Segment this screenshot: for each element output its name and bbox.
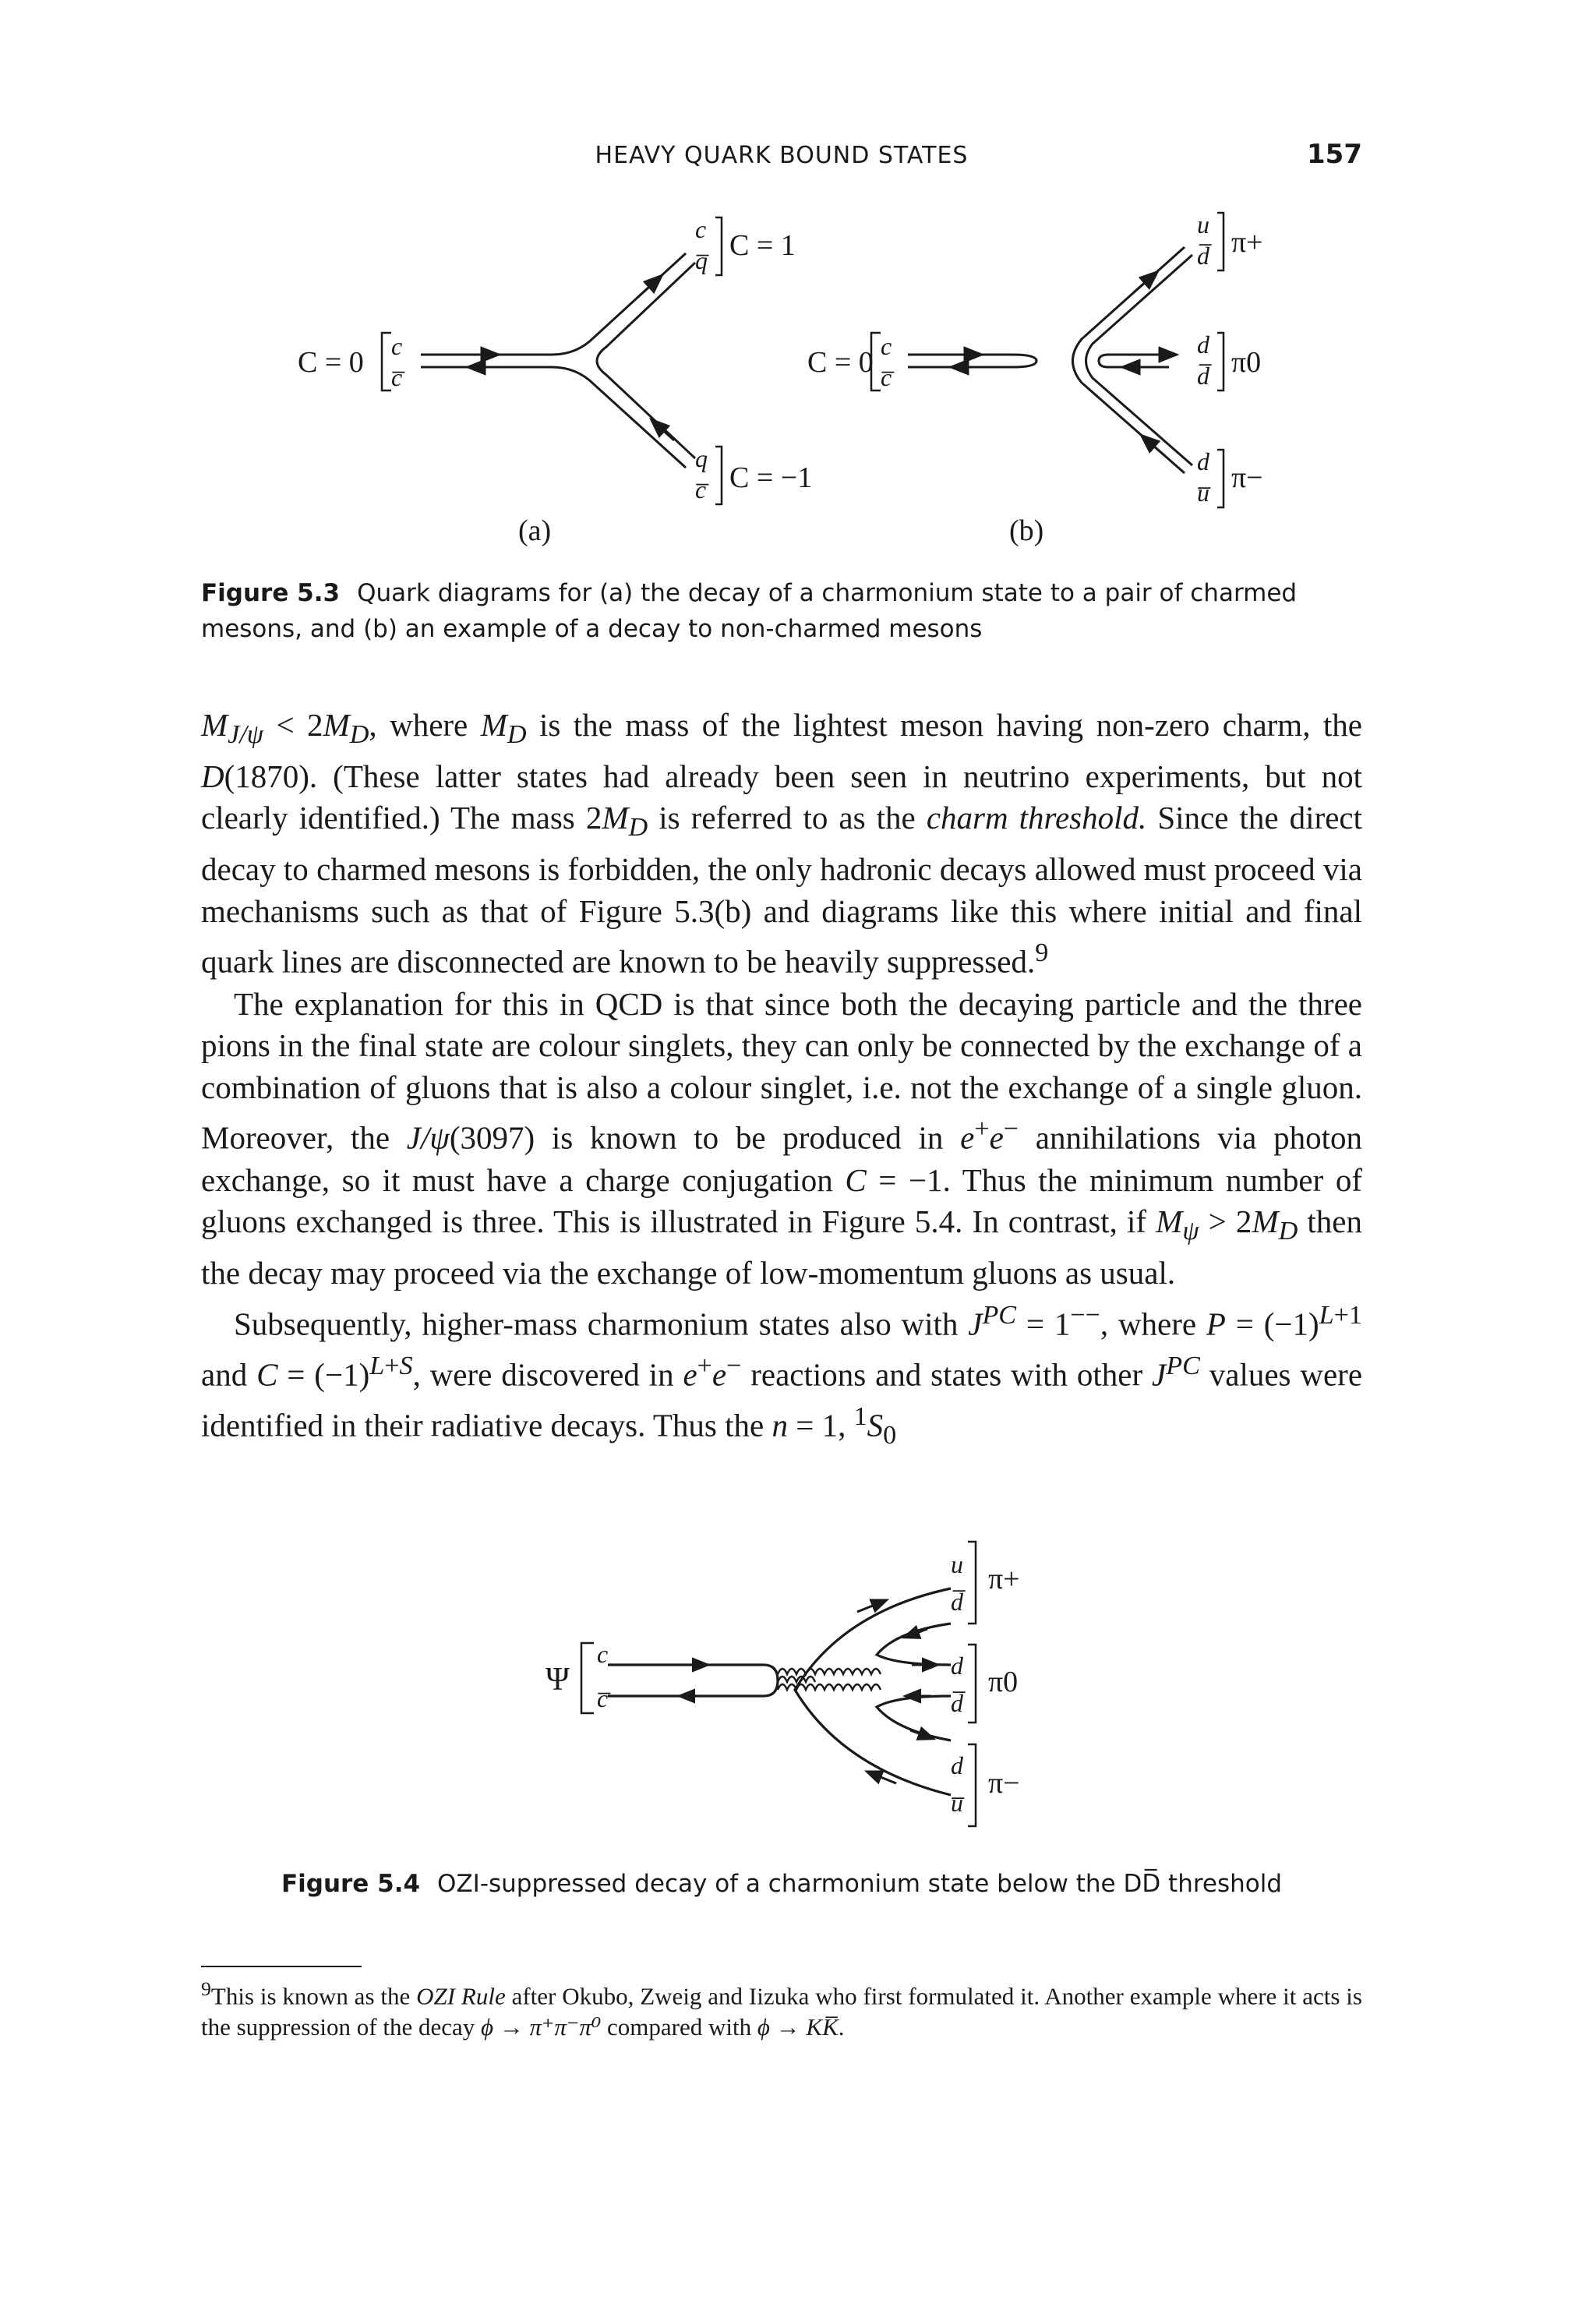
decay-phi-three-pions: ϕ → π⁺π⁻π⁰ [480,2013,602,2041]
panel-a-lower-quark-q: q [695,444,708,472]
figure-5-4-diagram [530,1526,1060,1846]
panel-b-pi-plus-dbar: d̅ [1197,242,1209,270]
fig4-quark-cbar: c̅ [597,1684,609,1712]
panel-a-upper-quark-qbar: q̅ [695,246,708,274]
panel-b-initial-charge: C = 0 [807,346,874,379]
paragraph-1: $M_{J/\psi} < 2M_D$, where $M_D$ is the mass of the lightest meson having non-zero charm, the D(1870). (These latter states had already been seen in neutrino experiments, but not clearly identified.) The mass $2M_D$ is referred to as the charm threshold. Since the direct decay to charmed mesons is forbidden, the only hadronic decays allowed must proceed via mechanisms such as that of Figure 5.3(b) and diagrams like this where initial and final quark lines are disconnected are known to be heavily suppressed.$^9$ [201,707,1363,980]
panel-b-quark-lines [908,247,1192,473]
paragraph-2: The explanation for this in QCD is that since both the decaying particle and the three pions in the final state are colour singlets, they can only be connected by the exchange of a combination of gluons that is also a colour singlet, i.e. not the exchange of a single gluon. Moreover, the J/ψ(3097) is known to be produced in e+e− annihilations via photon exchange, so it must have a charge conjugation C = −1. Thus the minimum number of gluons exchanged is three. This is illustrated in Figure 5.4. In contrast, if $M_\psi > 2M_D$ then the decay may proceed via the exchange of low-momentum gluons as usual. [201,985,1362,1291]
panel-b-pi-plus: π+ [1231,226,1263,259]
fig4-quark-lines [608,1588,951,1795]
figure-5-4-caption-label: Figure 5.4 [281,1870,421,1898]
panel-a-arrows [460,281,674,440]
panel-b-pi-minus-ubar: u̅ [1197,479,1209,507]
fig4-pi-zero-d: d [951,1652,963,1680]
panel-b-quark-cbar: c̅ [881,363,892,391]
panel-a-quark-cbar: c̅ [391,363,403,391]
figure-5-4-caption [201,1866,1362,1902]
fig4-pi-zero: π0 [988,1666,1019,1698]
footnote-marker: 9 [201,1977,211,2000]
fig4-pi-plus-dbar: d̅ [951,1588,963,1616]
fig4-pi-minus: π− [988,1767,1020,1800]
panel-b-pi-zero-dbar: d̅ [1197,362,1209,390]
panel-b-label: (b) [1009,514,1044,547]
panel-a-lower-quark-cbar: c̅ [695,475,707,504]
fig4-pi-plus-u: u [951,1550,963,1578]
charm-threshold-term: charm threshold. [926,800,1147,836]
figure-5-3-caption-text: Quark diagrams for (a) the decay of a charmonium state to a pair of charmed mesons, and (b) an example of a decay to non-charmed mesons [201,579,1298,643]
fig4-gluons [778,1669,881,1690]
panel-a-quark-lines [421,253,695,468]
panel-b-quark-c: c [881,332,892,360]
panel-a-quark-c: c [391,332,403,360]
figure-5-3-diagram [257,199,1348,557]
running-title: HEAVY QUARK BOUND STATES [595,142,969,169]
panel-b-pi-minus-d: d [1197,447,1209,475]
panel-b-pi-zero-d: d [1197,330,1209,359]
figure-5-4-caption-text: OZI-suppressed decay of a charmonium state below the DD̅ threshold [437,1870,1283,1898]
fig4-pi-plus: π+ [988,1563,1020,1595]
fig4-pi-minus-ubar: u̅ [951,1789,963,1817]
fig4-pi-minus-d: d [951,1751,963,1779]
page-number: 157 [1307,139,1362,170]
panel-b-pi-plus-u: u [1197,210,1209,239]
panel-a-lower-charge: C = −1 [729,461,813,494]
footnote-ref-9: 9 [1035,938,1049,968]
figure-5-3-caption-label: Figure 5.3 [201,579,341,607]
ozi-rule-term: OZI Rule [416,1982,506,2010]
footnote-9: $^9$This is known as the OZI Rule after Okubo, Zweig and Iizuka who first formulated it. Another example where it acts is the suppression of the decay ϕ → π⁺π⁻π⁰ compared with ϕ → KK̅. [201,1977,1362,2041]
panel-b-pi-zero: π0 [1231,346,1262,379]
running-head [201,137,1362,176]
fig4-arrows [670,1602,931,1783]
panel-a-label: (a) [518,514,552,547]
panel-b-pi-minus: π− [1231,461,1263,494]
panel-a-upper-charge: C = 1 [729,229,796,262]
panel-a-initial-charge: C = 0 [298,346,364,379]
body-text [201,705,1362,1457]
fig4-pi-zero-dbar: d̅ [951,1689,963,1717]
fig4-initial-state-psi: Ψ [546,1662,570,1698]
decay-phi-kk: ϕ → KK̅ [757,2013,839,2041]
footnote-rule [201,1966,362,1967]
figure-5-3-caption [201,575,1362,647]
paragraph-3: Subsequently, higher-mass charmonium states also with $J^{PC} = 1^{--}$, where $P = (-1)^{L+1}$ and $C = (-1)^{L+S}$, were discovered in e+e− reactions and states with other $J^{PC}$ values were identified in their radiative decays. Thus the n = 1, $^1S_0$ [201,1300,1363,1450]
panel-a-upper-quark-c: c [695,215,707,243]
fig4-quark-c: c [597,1640,609,1668]
